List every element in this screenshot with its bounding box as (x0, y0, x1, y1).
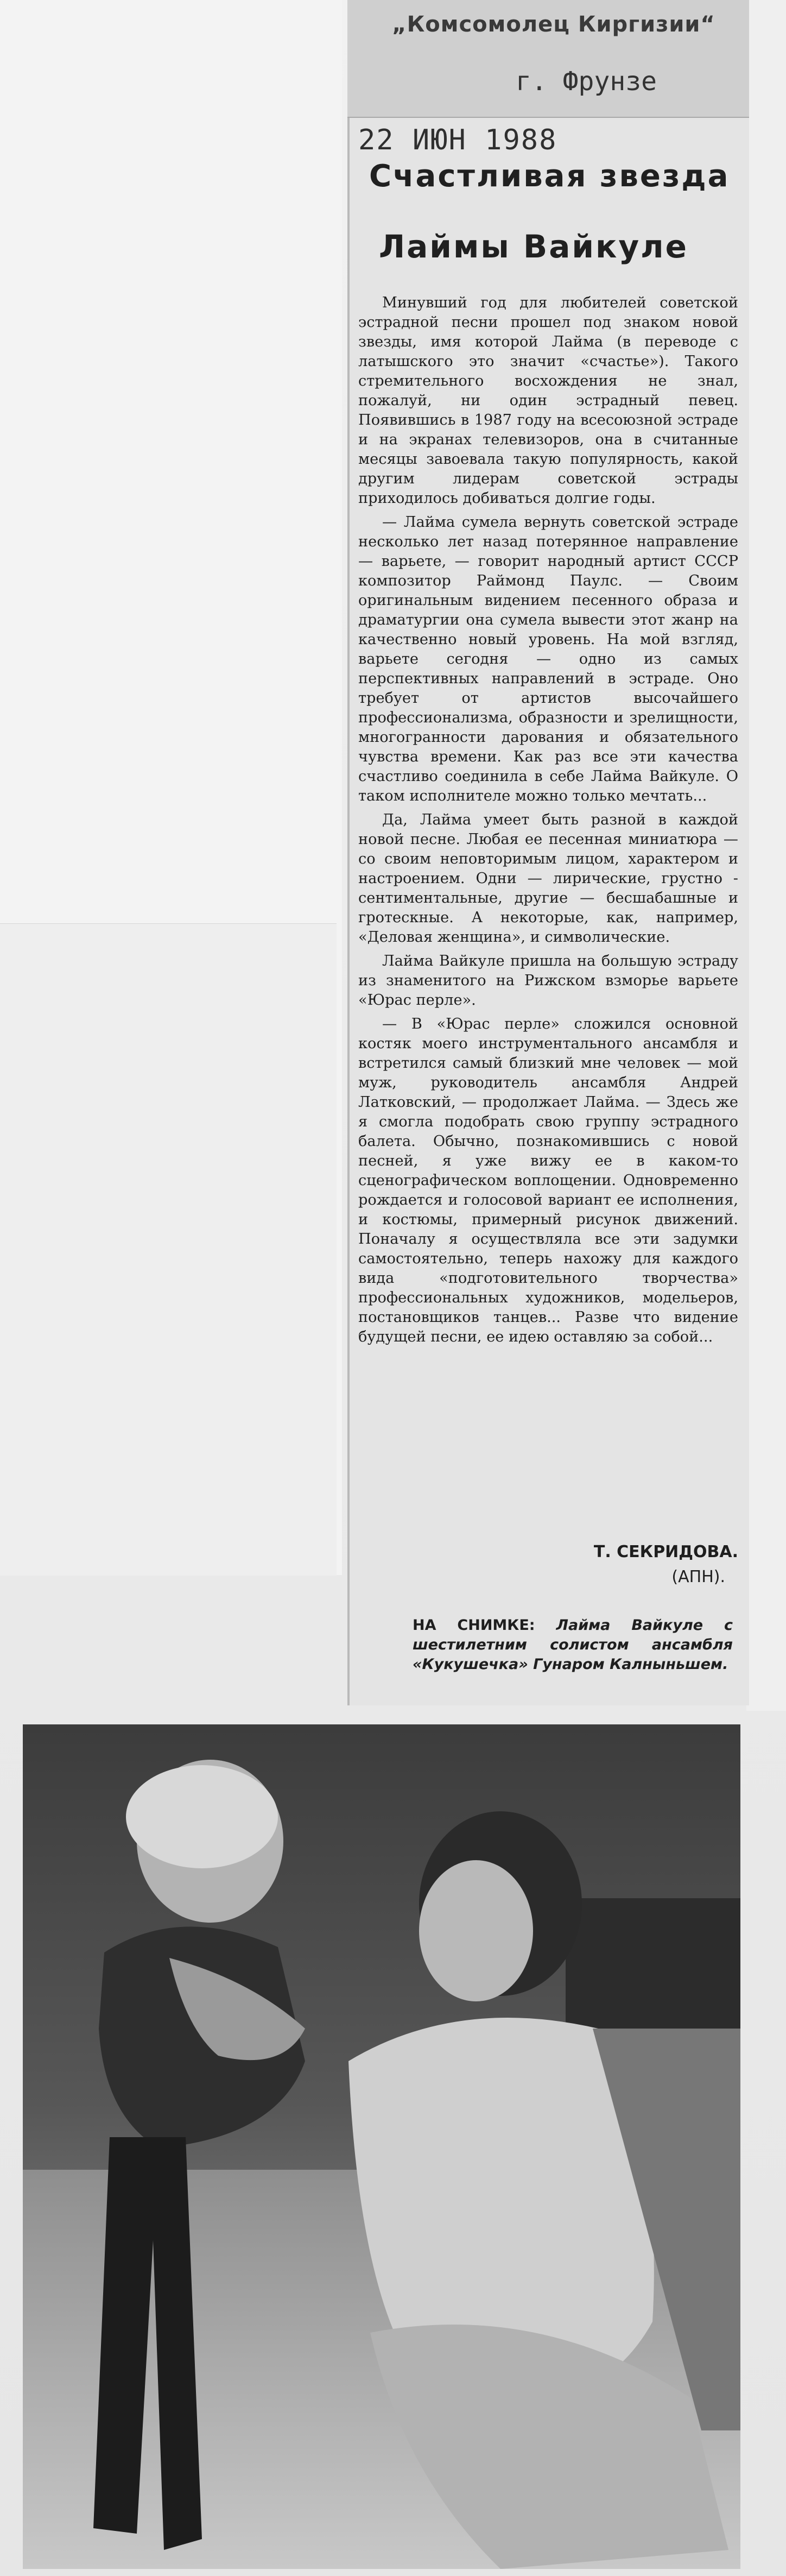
clipping-edge (347, 0, 350, 1705)
city-name: г. Фрунзе (515, 66, 657, 97)
newspaper-photo (23, 1724, 740, 2569)
article-paragraph: Минувший год для любителей советской эстрадной песни прошел под знаком новой звезды, имя которой Лайма (в переводе с латышского это значит «счастье»). Такого стремительного восхождения не знал, пожалуй, ни один эстрадный певец. Появившись в 1987 году на всесоюзной эстраде и на экранах телевизоров, она в считанные месяцы завоевала такую популярность, какой другим лидерам советской эстрады приходилось добиваться долгие годы. (358, 294, 738, 507)
newspaper-name: „Комсомолец Киргизии“ (392, 12, 715, 37)
masthead (347, 0, 749, 118)
photo-illustration (23, 1724, 740, 2569)
article-paragraph: Лайма Вайкуле пришла на большую эстраду из знаменитого на Рижском взморье варьете «Юрас перле». (358, 953, 738, 1009)
article-agency: (АПН). (671, 1567, 725, 1586)
photo-caption (413, 1616, 733, 1674)
blank-backing-paper-right (746, 0, 786, 1711)
article-paragraph: — В «Юрас перле» сложился основной костяк моего инструментального ансамбля и встретился самый близкий мне человек — мой муж, руководитель ансамбля Андрей Латковский, — продолжает Лайма. — Здесь же я смогла подобрать свою группу эстрадного балета. Обычно, познакомившись с новой песней, я уже вижу ее в каком-то сценографическом воплощении. Одновременно рождается и голосовой вариант ее исполнения, и костюмы, примерный рисунок движений. Поначалу я осуществляла все эти задумки самостоятельно, теперь нахожу для каждого вида «подготовительного творчества» профессиональных художников, модельеров, постановщиков танцев... Разве что видение будущей песни, ее идею оставляю за собой... (358, 1016, 738, 1345)
blank-backing-paper-lower (0, 923, 337, 1576)
article-title-line-2: Лаймы Вайкуле (379, 228, 688, 265)
article-title-line-1: Счастливая звезда (369, 159, 730, 194)
article-paragraph: Да, Лайма умеет быть разной в каждой новой песне. Любая ее песенная миниатюра — со своим неповторимым лицом, характером и настроением. Одни — лирические, грустно - сентиментальные, другие — бесшабашные и гротескные. А некоторые, как, например, «Деловая женщина», и символические. (358, 811, 738, 946)
date-stamp: 22 ИЮН 1988 (358, 124, 557, 156)
caption-text: Лайма Вайкуле с шестилетним солистом ансамбля «Кукушечка» Гунаром Калныньшем. (413, 1617, 733, 1673)
newspaper-clipping (347, 0, 749, 1705)
article-paragraph: — Лайма сумела вернуть советской эстраде несколько лет назад потерянное направление — варьете, — говорит народный артист СССР композитор Раймонд Паулс. — Своим оригинальным видением песенного образа и драматургии она сумела вывести этот жанр на качественно новый уровень. На мой взгляд, варьете сегодня — одно из самых перспективных направлений в эстраде. Оно требует от артистов высочайшего профессионализма, образности и зрелищности, многогранности дарования и обязательного чувства времени. Как раз все эти качества счастливо соединила в себе Лайма Вайкуле. О таком исполнителе можно только мечтать... (358, 514, 738, 804)
caption-lead: НА СНИМКЕ: (413, 1617, 535, 1634)
article-body (358, 293, 738, 1351)
article-author: Т. СЕКРИДОВА. (593, 1542, 738, 1561)
